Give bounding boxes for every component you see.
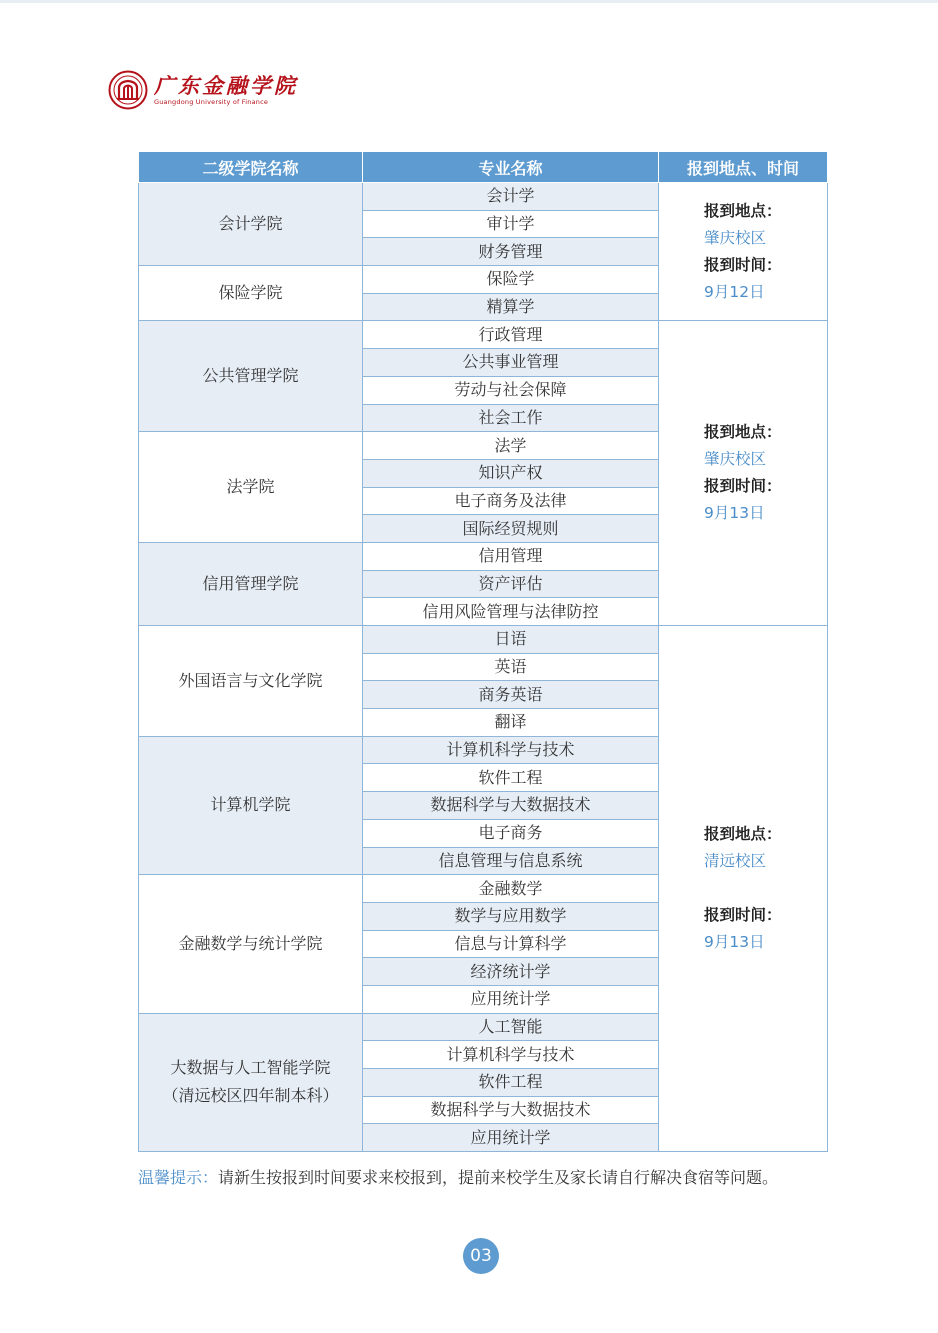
major-cell: 保险学 [363, 266, 659, 294]
university-seal-icon [108, 70, 148, 110]
college-cell: 会计学院 [139, 183, 363, 266]
college-note: （清远校区四年制本科） [162, 1086, 339, 1106]
major-cell: 信用风险管理与法律防控 [363, 598, 659, 626]
college-name: 大数据与人工智能学院 [170, 1058, 331, 1078]
place-label: 报到地点： [704, 825, 782, 844]
major-cell: 日语 [363, 626, 659, 654]
major-cell: 信用管理 [363, 542, 659, 570]
major-cell: 公共事业管理 [363, 349, 659, 377]
college-cell [139, 1013, 363, 1151]
registration-info-cell [659, 183, 828, 321]
header-registration: 报到地点、时间 [659, 152, 828, 183]
college-cell: 计算机学院 [139, 736, 363, 874]
table-row [139, 626, 828, 654]
major-cell: 翻译 [363, 709, 659, 737]
major-cell: 数学与应用数学 [363, 902, 659, 930]
major-cell: 人工智能 [363, 1013, 659, 1041]
reminder-text: 请新生按报到时间要求来校报到，提前来校学生及家长请自行解决食宿等问题。 [218, 1168, 779, 1187]
college-cell: 公共管理学院 [139, 321, 363, 432]
college-cell: 外国语言与文化学院 [139, 626, 363, 737]
major-cell: 信息管理与信息系统 [363, 847, 659, 875]
major-cell: 数据科学与大数据技术 [363, 792, 659, 820]
place-value: 肇庆校区 [704, 450, 767, 469]
page-number-badge: 03 [463, 1238, 499, 1274]
top-rule [0, 0, 938, 3]
major-cell: 应用统计学 [363, 985, 659, 1013]
major-cell: 审计学 [363, 210, 659, 238]
college-cell: 金融数学与统计学院 [139, 875, 363, 1013]
logo-english-name: Guangdong University of Finance [154, 98, 269, 106]
major-cell: 社会工作 [363, 404, 659, 432]
major-cell: 数据科学与大数据技术 [363, 1096, 659, 1124]
registration-table [138, 151, 828, 1152]
place-label: 报到地点： [704, 201, 782, 220]
header-college: 二级学院名称 [139, 152, 363, 183]
time-value: 9月12日 [704, 282, 765, 301]
header-major: 专业名称 [363, 152, 659, 183]
major-cell: 劳动与社会保障 [363, 376, 659, 404]
major-cell: 法学 [363, 432, 659, 460]
time-label: 报到时间： [704, 255, 782, 274]
time-label: 报到时间： [704, 906, 782, 925]
place-value: 肇庆校区 [704, 228, 767, 247]
major-cell: 计算机科学与技术 [363, 736, 659, 764]
table-row [139, 183, 828, 211]
reminder-note [138, 1164, 830, 1191]
major-cell: 资产评估 [363, 570, 659, 598]
major-cell: 英语 [363, 653, 659, 681]
table-header-row [139, 152, 828, 183]
major-cell: 行政管理 [363, 321, 659, 349]
major-cell: 经济统计学 [363, 958, 659, 986]
time-value: 9月13日 [704, 504, 765, 523]
major-cell: 国际经贸规则 [363, 515, 659, 543]
college-cell: 保险学院 [139, 266, 363, 321]
major-cell: 会计学 [363, 183, 659, 211]
major-cell: 应用统计学 [363, 1124, 659, 1152]
place-value: 清远校区 [704, 852, 767, 871]
major-cell: 精算学 [363, 293, 659, 321]
registration-info-cell [659, 626, 828, 1152]
place-label: 报到地点： [704, 423, 782, 442]
table-row [139, 321, 828, 349]
university-logo [108, 70, 298, 110]
time-value: 9月13日 [704, 933, 765, 952]
major-cell: 电子商务及法律 [363, 487, 659, 515]
major-cell: 知识产权 [363, 459, 659, 487]
logo-chinese-name: 广东金融学院 [154, 73, 298, 98]
college-cell: 法学院 [139, 432, 363, 543]
major-cell: 软件工程 [363, 1069, 659, 1097]
major-cell: 商务英语 [363, 681, 659, 709]
spacer [659, 875, 827, 902]
college-cell: 信用管理学院 [139, 542, 363, 625]
major-cell: 信息与计算科学 [363, 930, 659, 958]
registration-info-cell [659, 321, 828, 626]
time-label: 报到时间： [704, 477, 782, 496]
reminder-label: 温馨提示： [138, 1168, 219, 1187]
major-cell: 电子商务 [363, 819, 659, 847]
major-cell: 财务管理 [363, 238, 659, 266]
major-cell: 计算机科学与技术 [363, 1041, 659, 1069]
major-cell: 金融数学 [363, 875, 659, 903]
major-cell: 软件工程 [363, 764, 659, 792]
